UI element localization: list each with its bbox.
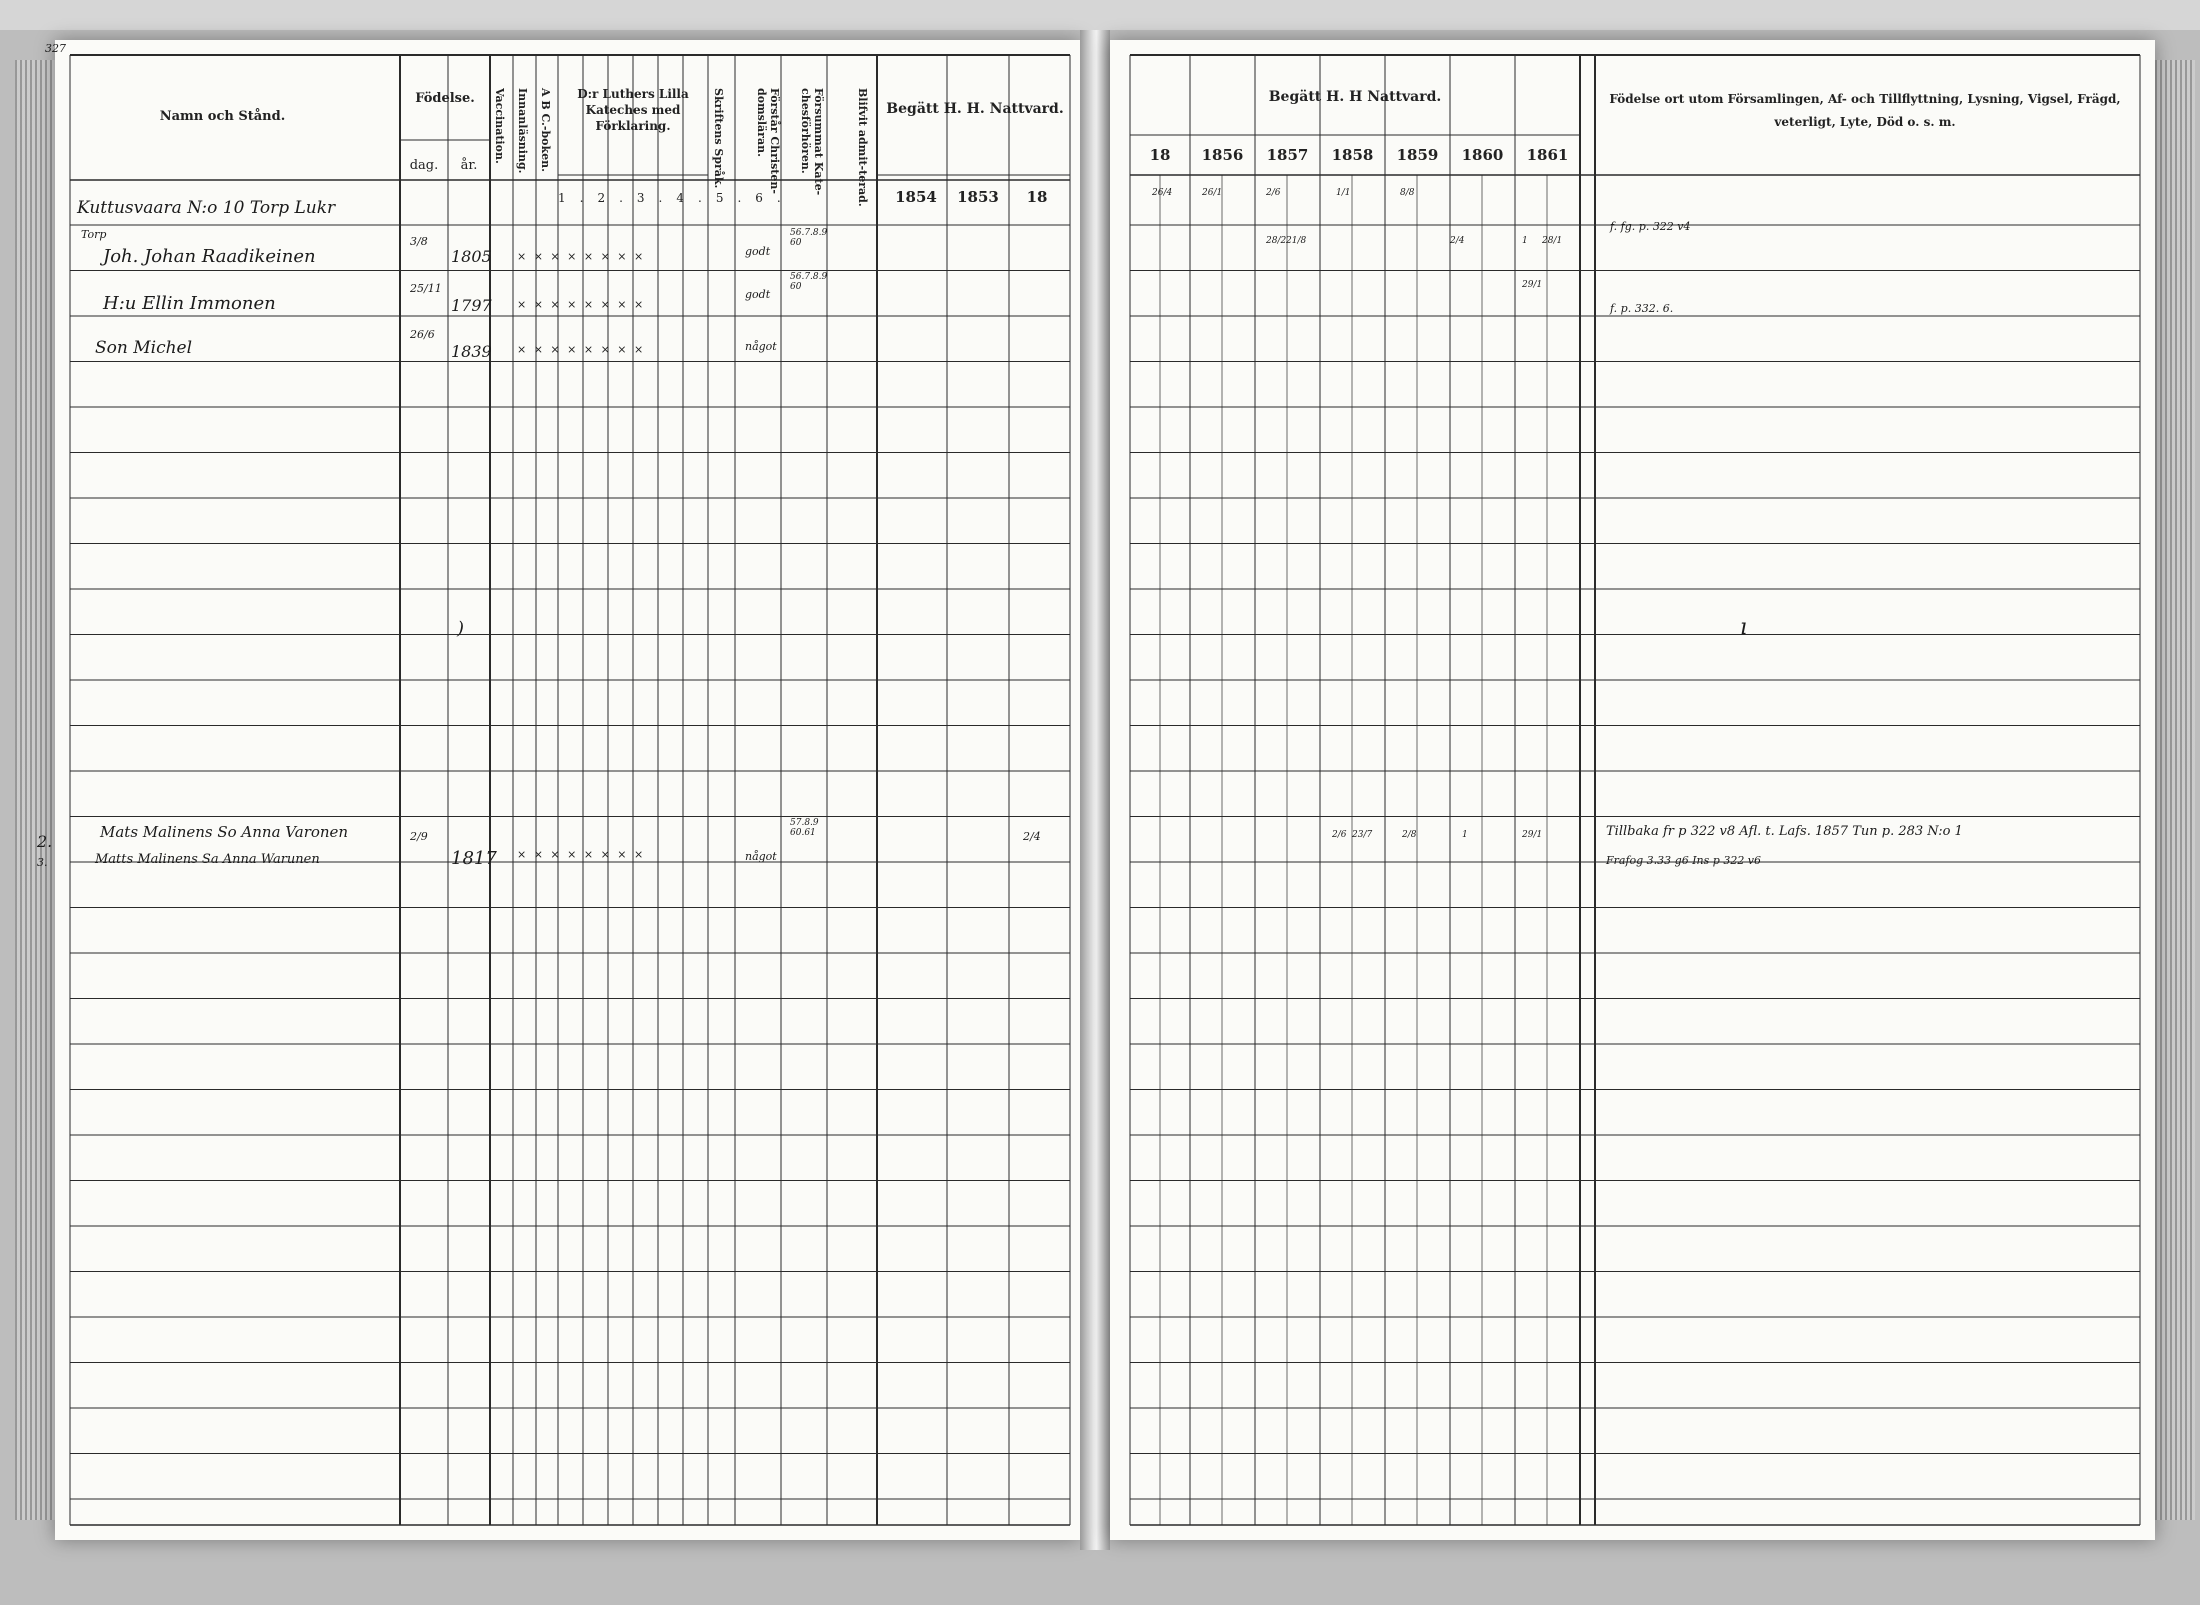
header-skriftens: Skriftens Språk. [712, 88, 725, 189]
book-gutter [1080, 30, 1110, 1550]
entry-2-katechesis: 56.7.8.9 60 [790, 272, 828, 292]
mark-r2-1860: 2/4 [1450, 236, 1465, 246]
book-edge-right [2155, 60, 2195, 1520]
header-blifvit: Blifvit admit-terad. [856, 88, 869, 207]
year-1853: 1853 [957, 188, 999, 206]
entry-2-forstar: godt [745, 288, 771, 301]
entry-4-marks: × × × × × × × × [517, 848, 646, 861]
luther-col-2: 2. [597, 191, 637, 205]
luther-col-5: 5. [715, 191, 756, 205]
mark-r4-1858: 2/6 [1332, 830, 1347, 840]
year-1859: 1859 [1396, 146, 1439, 164]
year-r-18: 18 [1149, 146, 1171, 164]
entry-2-marks: × × × × × × × × [517, 298, 646, 311]
mark-r1-1857b: 2/6 [1266, 188, 1281, 198]
header-begatt-left: Begätt H. H. Nattvard. [886, 101, 1064, 117]
left-page [37, 40, 1080, 1540]
year-18: 18 [1026, 188, 1048, 206]
mark-r4-1861: 29/1 [1522, 830, 1543, 840]
entry-4-ar: 1817 [451, 848, 497, 869]
entry-1-name: Joh. Johan Raadikeinen [103, 246, 316, 267]
header-dag: dag. [409, 158, 439, 173]
header-begatt-right: Begätt H. H Nattvard. [1268, 89, 1442, 105]
entry-1-marks: × × × × × × × × [517, 250, 646, 263]
mark-r1-1856: 26/4 [1152, 188, 1173, 198]
book-edge-left [15, 60, 55, 1520]
folio-number: 327 [45, 42, 66, 55]
entry-place: Kuttusvaara N:o 10 Torp Lukr [77, 198, 336, 218]
header-namn: Namn och Stånd. [159, 109, 286, 124]
year-1857: 1857 [1266, 146, 1309, 164]
note-4b: Frafog 3.33 g6 Ins p 322 v6 [1606, 854, 1762, 867]
mark-r2-1857b: 21/8 [1286, 236, 1307, 246]
mark-r1-1859: 8/8 [1400, 188, 1415, 198]
entry-2-name: H:u Ellin Immonen [103, 293, 276, 314]
entry-4-name2: Matts Malinens Sa Anna Warunen [95, 852, 320, 867]
scan-border-top [0, 0, 2200, 30]
entry-1-forstar: godt [745, 245, 771, 258]
mark-r4-1859: 2/8 [1402, 830, 1417, 840]
stray-mark-left: ) [457, 618, 465, 639]
header-ar: år. [460, 158, 478, 173]
entry-2-ar: 1797 [451, 296, 492, 315]
year-1858: 1858 [1331, 146, 1374, 164]
mark-r2-1857: 28/2 [1266, 236, 1287, 246]
mark-r2-1861a: 1 [1522, 236, 1528, 246]
mark-r1-1858: 1/1 [1336, 188, 1351, 198]
year-1854: 1854 [895, 188, 937, 206]
header-forstar: Förstår Christen-domsläran. [755, 88, 781, 194]
header-fodelse: Födelse. [415, 91, 475, 106]
entry-2-dag: 25/11 [410, 282, 442, 295]
entry-3-ar: 1839 [451, 342, 492, 361]
mark-r4-1860: 1 [1462, 830, 1468, 840]
note-1: f. fg. p. 322 v4 [1610, 220, 1691, 233]
entry-1-title: Torp [81, 228, 107, 241]
mark-r1-1857a: 26/1 [1202, 188, 1223, 198]
note-4a: Tillbaka fr p 322 v8 Afl. t. Lafs. 1857 Tun p. 283 N:o 1 [1606, 824, 1963, 839]
entry-4-name: Mats Malinens So Anna Varonen [100, 823, 349, 841]
entry-4-num2: 3. [37, 856, 48, 869]
entry-4-dag: 2/9 [410, 830, 428, 843]
year-1860: 1860 [1461, 146, 1504, 164]
luther-col-4: 4. [676, 191, 716, 205]
header-innanlasning: Innanläsning. [516, 88, 529, 174]
mark-r4-1858b: 23/7 [1352, 830, 1373, 840]
luther-col-3: 3. [636, 191, 677, 205]
entry-3-marks: × × × × × × × × [517, 343, 646, 356]
entry-4-forstar: något [745, 850, 777, 863]
entry-3-name: Son Michel [95, 338, 193, 358]
header-abc: A B C.-boken. [539, 88, 552, 172]
header-forsummat: Försummat Kate-chesförhören. [799, 88, 825, 196]
entry-4-nattvard: 2/4 [1023, 830, 1041, 843]
header-notes: Födelse ort utom Församlingen, Af- och Tillflyttning, Lysning, Vigsel, Frägd, veterligt, Lyte, Död o. s. m. [1609, 92, 2121, 129]
luther-col-1: 1. [558, 191, 598, 205]
header-luther: D:r Luthers Lilla Kateches med Förklaring. [577, 87, 689, 134]
year-1861: 1861 [1526, 146, 1569, 164]
entry-1-dag: 3/8 [410, 235, 428, 248]
mark-r2-1861b: 28/1 [1542, 236, 1563, 246]
entry-3-dag: 26/6 [410, 328, 435, 341]
entry-1-katechesis: 56.7.8.9 60 [790, 228, 828, 248]
header-vaccination: Vaccination. [493, 88, 506, 164]
entry-4-num: 2. [37, 832, 53, 851]
luther-col-6: 6. [755, 191, 795, 205]
year-1856: 1856 [1201, 146, 1244, 164]
entry-4-katechesis: 57.8.9 60.61 [790, 818, 819, 838]
stray-mark-right: ı [1740, 615, 1748, 640]
entry-3-forstar: något [745, 340, 777, 353]
header-luther-cols [558, 190, 795, 206]
right-page-ruling [1110, 40, 2155, 1540]
entry-1-ar: 1805 [451, 247, 492, 266]
right-page [1110, 40, 2155, 1540]
mark-r3-1861: 29/1 [1522, 280, 1543, 290]
note-3: f. p. 332. 6. [1610, 302, 1674, 315]
